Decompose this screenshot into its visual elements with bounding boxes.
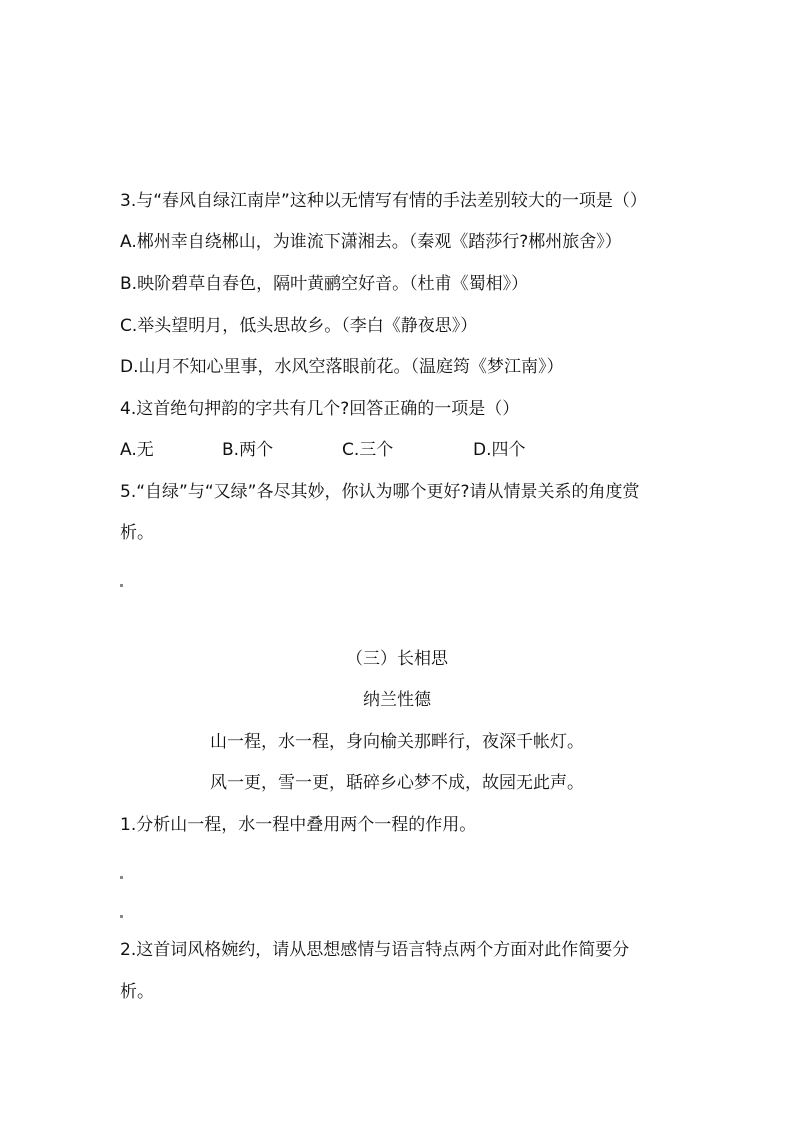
question-3-option-d: D.山月不知心里事，水风空落眼前花。（温庭筠《梦江南》） (120, 357, 564, 377)
question-2-line-2: 析。 (120, 982, 154, 1002)
verse-line-1: 山一程，水一程，身向榆关那畔行，夜深千帐灯。 (210, 732, 584, 752)
question-3-option-b: B.映阶碧草自春色，隔叶黄鹂空好音。（杜甫《蜀相》） (120, 274, 529, 294)
question-4-option-d: D.四个 (473, 440, 526, 460)
question-3-option-c: C.举头望明月，低头思故乡。（李白《静夜思》） (120, 316, 478, 336)
answer-space-marker (120, 584, 123, 587)
question-5-line-1: 5.“自绿”与“又绿”各尽其妙，你认为哪个更好?请从情景关系的角度赏 (120, 482, 640, 502)
verse-line-2: 风一更，雪一更，聒碎乡心梦不成，故园无此声。 (210, 773, 584, 793)
question-1: 1.分析山一程，水一程中叠用两个一程的作用。 (120, 815, 477, 835)
answer-space-marker (120, 915, 123, 918)
question-2-line-1: 2.这首词风格婉约，请从思想感情与语言特点两个方面对此作简要分 (120, 940, 630, 960)
answer-space-marker (120, 876, 123, 879)
question-4-option-c: C.三个 (342, 440, 394, 460)
question-5-line-2: 析。 (120, 523, 154, 543)
section-title: （三）长相思 (346, 649, 448, 669)
question-3: 3.与“春风自绿江南岸”这种以无情写有情的手法差别较大的一项是（） (120, 191, 647, 211)
question-4-option-b: B.两个 (222, 440, 274, 460)
question-3-option-a: A.郴州幸自绕郴山，为谁流下潇湘去。（秦观《踏莎行?郴州旅舍》） (120, 232, 622, 252)
question-4-option-a: A.无 (120, 440, 154, 460)
author: 纳兰性德 (363, 690, 431, 710)
question-4: 4.这首绝句押韵的字共有几个?回答正确的一项是（） (120, 399, 520, 419)
